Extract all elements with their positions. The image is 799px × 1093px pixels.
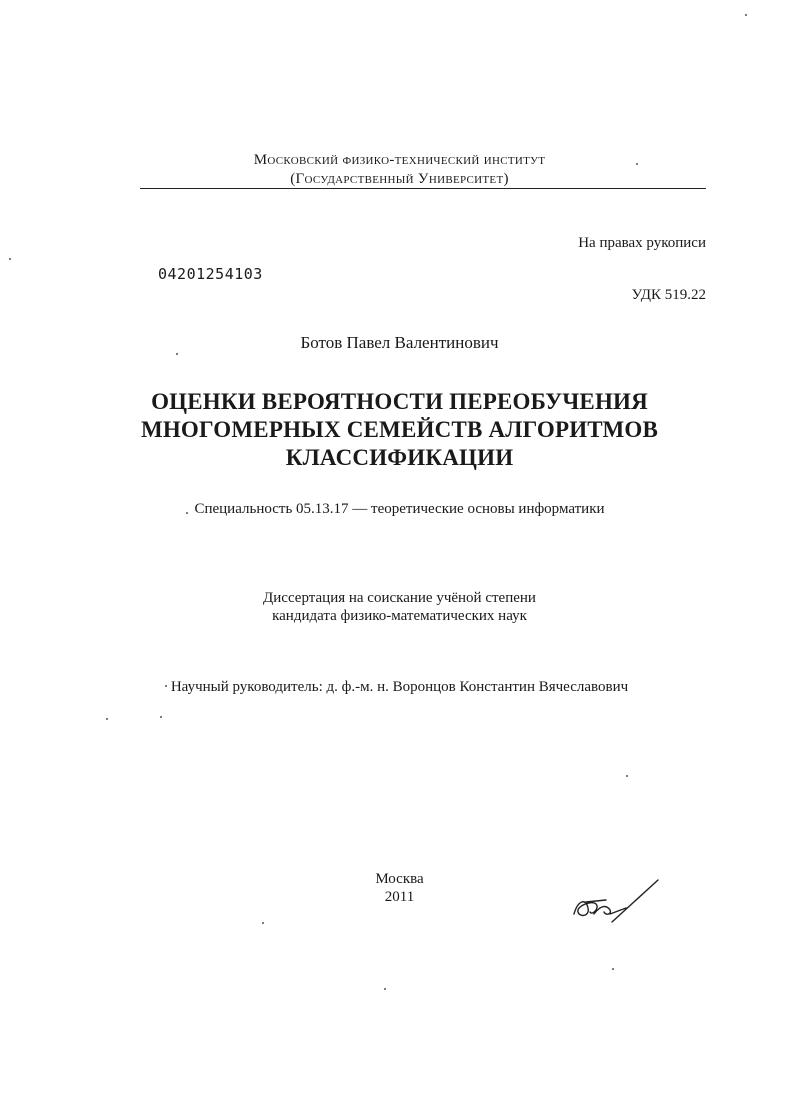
supervisor: Научный руководитель: д. ф.-м. н. Воронцов Константин Вячеславович <box>170 679 629 695</box>
scan-speck <box>262 922 264 924</box>
scan-speck <box>612 968 614 970</box>
scan-speck <box>186 512 188 514</box>
udc-code: УДК 519.22 <box>631 287 706 303</box>
degree-line-2: кандидата физико-математических наук <box>272 608 527 624</box>
signature-icon <box>566 878 666 928</box>
thesis-title-line-2: МНОГОМЕРНЫХ СЕМЕЙСТВ АЛГОРИТМОВ <box>140 417 659 442</box>
header-divider <box>140 188 706 189</box>
scan-speck <box>176 353 178 355</box>
scan-speck <box>165 685 167 687</box>
catalog-number: 04201254103 <box>158 265 263 283</box>
scan-speck <box>636 163 638 165</box>
scan-speck <box>9 258 11 260</box>
scan-speck <box>626 775 628 777</box>
institution-line-1: Московский физико-технический институт <box>253 152 546 168</box>
scan-speck <box>106 718 108 720</box>
manuscript-note: На правах рукописи <box>578 235 706 251</box>
institution-line-2: (Государственный Университет) <box>290 171 509 187</box>
specialty: Специальность 05.13.17 — теоретические основы информатики <box>194 501 605 517</box>
thesis-title-line-3: КЛАССИФИКАЦИИ <box>285 445 514 470</box>
thesis-title-line-1: ОЦЕНКИ ВЕРОЯТНОСТИ ПЕРЕОБУЧЕНИЯ <box>151 389 648 414</box>
city: Москва <box>375 871 424 887</box>
degree-line-1: Диссертация на соискание учёной степени <box>263 590 536 606</box>
scan-speck <box>384 988 386 990</box>
scan-speck <box>160 716 162 718</box>
author-name: Ботов Павел Валентинович <box>300 333 499 352</box>
year: 2011 <box>384 889 415 905</box>
scan-speck <box>745 14 747 16</box>
